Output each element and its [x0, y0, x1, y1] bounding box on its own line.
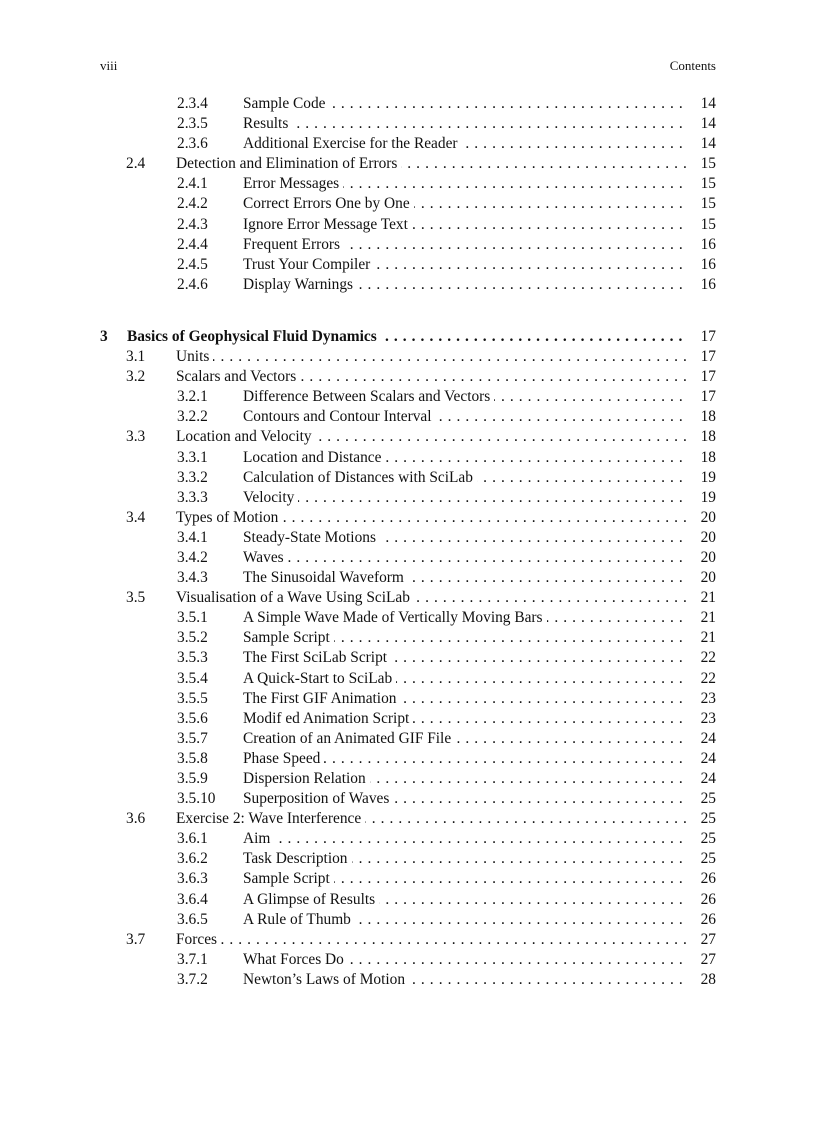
toc-entry-title: Frequent Errors	[243, 236, 344, 253]
toc-subsection-entry[interactable]	[0, 235, 816, 255]
toc-entry-title-leader	[243, 970, 686, 990]
toc-subsection-entry[interactable]	[0, 528, 816, 548]
toc-entry-page: 25	[700, 810, 716, 828]
toc-entry-title-leader	[243, 255, 686, 275]
toc-entry-page: 22	[700, 649, 716, 667]
toc-section-entry[interactable]	[0, 930, 816, 950]
toc-entry-title: The First GIF Animation	[243, 690, 400, 707]
toc-entry-title: Types of Motion	[176, 509, 282, 526]
toc-entry-title: Difference Between Scalars and Vectors	[243, 388, 494, 405]
toc-entry-title-leader	[243, 94, 686, 114]
toc-entry-title: Basics of Geophysical Fluid Dynamics	[127, 328, 381, 345]
toc-entry-page: 17	[700, 388, 716, 406]
toc-entry-number: 3.6.1	[177, 830, 208, 848]
toc-entry-title-leader	[243, 387, 686, 407]
toc-entry-number: 3.5.6	[177, 709, 208, 727]
toc-section-entry[interactable]	[0, 588, 816, 608]
toc-entry-number: 3.2	[126, 368, 146, 386]
toc-subsection-entry[interactable]	[0, 970, 816, 990]
toc-entry-title-leader	[243, 114, 686, 134]
toc-subsection-entry[interactable]	[0, 869, 816, 889]
toc-entry-page: 20	[700, 508, 716, 526]
toc-entry-title-leader	[243, 488, 686, 508]
toc-entry-number: 2.4.1	[177, 175, 208, 193]
toc-entry-title: A Rule of Thumb	[243, 911, 355, 928]
toc-entry-number: 3	[100, 327, 108, 345]
toc-entry-page: 26	[700, 910, 716, 928]
toc-entry-title-leader	[176, 347, 686, 367]
toc-entry-title: Newton’s Laws of Motion	[243, 971, 409, 988]
toc-entry-title-leader	[243, 608, 686, 628]
toc-entry-title-leader	[243, 729, 686, 749]
toc-entry-page: 14	[700, 115, 716, 133]
toc-entry-title-leader	[176, 508, 686, 528]
toc-entry-number: 3.6.5	[177, 910, 208, 928]
toc-entry-page: 18	[700, 428, 716, 446]
toc-entry-title: A Quick-Start to SciLab	[243, 670, 396, 687]
toc-entry-title-leader	[243, 628, 686, 648]
toc-entry-number: 3.1	[126, 348, 146, 366]
toc-entry-title: Location and Velocity	[176, 428, 316, 445]
toc-subsection-entry[interactable]	[0, 114, 816, 134]
toc-entry-page: 24	[700, 749, 716, 767]
toc-entry-page: 23	[700, 709, 716, 727]
toc-entry-page: 26	[700, 890, 716, 908]
toc-entry-title-leader	[243, 407, 686, 427]
toc-entry-page: 15	[700, 155, 716, 173]
toc-entry-page: 17	[700, 368, 716, 386]
toc-entry-page: 21	[700, 589, 716, 607]
toc-entry-page: 26	[700, 870, 716, 888]
toc-entry-page: 14	[700, 95, 716, 112]
toc-entry-number: 3.3	[126, 428, 146, 446]
toc-entry-page: 24	[700, 770, 716, 787]
toc-entry-number: 3.2.1	[177, 388, 208, 406]
toc-entry-page: 22	[700, 669, 716, 687]
toc-entry-title-leader	[243, 709, 686, 729]
toc-entry-title: Creation of an Animated GIF File	[243, 730, 455, 747]
toc-entry-title: Detection and Elimination of Errors	[176, 155, 401, 172]
toc-entry-number: 3.7.1	[177, 950, 208, 968]
toc-entry-title-leader	[243, 235, 686, 255]
toc-entry-page: 27	[700, 950, 716, 968]
toc-subsection-entry[interactable]	[0, 890, 816, 910]
toc-entry-title: Additional Exercise for the Reader	[243, 135, 462, 152]
toc-entry-page: 20	[700, 528, 716, 546]
toc-entry-page: 18	[700, 448, 716, 466]
toc-entry-title-leader	[243, 448, 686, 468]
toc-entry-number: 3.5.3	[177, 649, 208, 667]
toc-subsection-entry[interactable]	[0, 689, 816, 709]
toc-entry-title: Superposition of Waves	[243, 790, 393, 807]
toc-subsection-entry[interactable]	[0, 709, 816, 729]
toc-section-entry[interactable]	[0, 809, 816, 829]
toc-subsection-entry[interactable]	[0, 829, 816, 849]
toc-entry-page: 24	[700, 729, 716, 747]
toc-entry-title-leader	[243, 910, 686, 930]
toc-entry-title: A Simple Wave Made of Vertically Moving Bars	[243, 609, 547, 626]
toc-subsection-entry[interactable]	[0, 387, 816, 407]
toc-entry-title-leader	[243, 849, 686, 869]
toc-entry-page: 16	[700, 235, 716, 253]
toc-entry-page: 15	[700, 215, 716, 233]
toc-subsection-entry[interactable]	[0, 769, 816, 789]
toc-entry-title: Trust Your Compiler	[243, 256, 374, 273]
toc-entry-number: 2.4.3	[177, 215, 208, 233]
toc-entry-number: 3.3.2	[177, 468, 208, 486]
toc-section-entry[interactable]	[0, 508, 816, 528]
toc-entry-title-leader	[243, 648, 686, 668]
toc-entry-title-leader	[243, 468, 686, 488]
toc-subsection-entry[interactable]	[0, 628, 816, 648]
toc-subsection-entry[interactable]	[0, 608, 816, 628]
toc-entry-title: Waves	[243, 549, 288, 566]
toc-entry-title-leader	[243, 829, 686, 849]
toc-entry-title-leader	[243, 769, 686, 789]
toc-subsection-entry[interactable]	[0, 275, 816, 295]
toc-entry-number: 3.5.2	[177, 629, 208, 647]
toc-subsection-entry[interactable]	[0, 669, 816, 689]
toc-entry-title: Ignore Error Message Text	[243, 216, 412, 233]
toc-entry-title: The First SciLab Script	[243, 649, 391, 666]
toc-subsection-entry[interactable]	[0, 648, 816, 668]
toc-entry-number: 3.3.3	[177, 488, 208, 506]
toc-entry-number: 3.6	[126, 810, 146, 828]
toc-entry-number: 2.3.5	[177, 115, 208, 133]
toc-entry-title: Contours and Contour Interval	[243, 408, 436, 425]
toc-entry-title: What Forces Do	[243, 951, 348, 968]
toc-entry-title-leader	[243, 669, 686, 689]
toc-subsection-entry[interactable]	[0, 849, 816, 869]
toc-entry-number: 2.4.5	[177, 255, 208, 273]
toc-entry-page: 25	[700, 830, 716, 848]
toc-subsection-entry[interactable]	[0, 94, 816, 114]
toc-entry-title-leader	[243, 528, 686, 548]
toc-entry-page: 16	[700, 275, 716, 293]
toc-subsection-entry[interactable]	[0, 568, 816, 588]
toc-entry-title: Dispersion Relation	[243, 770, 370, 787]
toc-entry-title: A Glimpse of Results	[243, 891, 379, 908]
toc-entry-title: Location and Distance	[243, 449, 385, 466]
toc-subsection-entry[interactable]	[0, 448, 816, 468]
toc-entry-number: 3.6.4	[177, 890, 208, 908]
toc-entry-title-leader	[176, 154, 686, 174]
toc-entry-title: The Sinusoidal Waveform	[243, 569, 408, 586]
toc-entry-number: 3.5	[126, 589, 146, 607]
toc-entry-number: 3.5.10	[177, 790, 216, 808]
toc-entry-title-leader	[243, 275, 686, 295]
toc-subsection-entry[interactable]	[0, 789, 816, 809]
toc-entry-number: 2.4	[126, 155, 146, 173]
toc-entry-title-leader	[243, 689, 686, 709]
toc-entry-title: Error Messages	[243, 175, 343, 192]
toc-entry-number: 3.5.8	[177, 749, 208, 767]
toc-entry-title-leader	[176, 930, 686, 950]
toc-entry-page: 19	[700, 468, 716, 486]
toc-subsection-entry[interactable]	[0, 749, 816, 769]
toc-entry-title-leader	[243, 789, 686, 809]
toc-entry-number: 3.4.2	[177, 548, 208, 566]
toc-section-entry[interactable]	[0, 427, 816, 447]
toc-section-entry[interactable]	[0, 347, 816, 367]
toc-entry-title-leader	[243, 215, 686, 235]
toc-entry-number: 3.5.4	[177, 669, 208, 687]
toc-subsection-entry[interactable]	[0, 468, 816, 488]
toc-entry-title-leader	[243, 869, 686, 889]
toc-entry-title: Calculation of Distances with SciLab	[243, 469, 477, 486]
toc-entry-number: 3.6.2	[177, 850, 208, 868]
toc-entry-page: 25	[700, 790, 716, 808]
toc-entry-title: Correct Errors One by One	[243, 195, 414, 212]
toc-entry-page: 20	[700, 569, 716, 587]
running-head	[100, 57, 716, 75]
toc-entry-page: 15	[700, 175, 716, 193]
toc-entry-title: Results	[243, 115, 292, 132]
toc-entry-page: 20	[700, 548, 716, 566]
toc-subsection-entry[interactable]	[0, 215, 816, 235]
toc-entry-title-leader	[243, 950, 686, 970]
toc-entry-page: 27	[700, 930, 716, 948]
toc-entry-title: Steady-State Motions	[243, 529, 380, 546]
toc-entry-number: 2.3.6	[177, 135, 208, 153]
toc-entry-title: Task Description	[243, 850, 352, 867]
toc-entry-title-leader	[176, 367, 686, 387]
toc-entry-page: 25	[700, 850, 716, 868]
toc-entry-number: 3.5.1	[177, 609, 208, 627]
toc-entry-title: Aim	[243, 830, 274, 847]
toc-entry-number: 2.4.4	[177, 235, 208, 253]
toc-entry-page: 23	[700, 689, 716, 707]
toc-entry-title-leader	[243, 174, 686, 194]
page-folio: viii	[100, 58, 118, 73]
toc-entry-page: 17	[700, 348, 716, 366]
toc-section-entry[interactable]	[0, 367, 816, 387]
toc-subsection-entry[interactable]	[0, 407, 816, 427]
toc-section-entry[interactable]	[0, 154, 816, 174]
toc-subsection-entry[interactable]	[0, 174, 816, 194]
toc-subsection-entry[interactable]	[0, 910, 816, 930]
toc-subsection-entry[interactable]	[0, 194, 816, 214]
toc-entry-number: 3.7	[126, 930, 146, 948]
toc-entry-title-leader	[243, 890, 686, 910]
toc-entry-number: 3.4.3	[177, 569, 208, 587]
toc-entry-title-leader	[176, 427, 686, 447]
toc-entry-number: 3.2.2	[177, 408, 208, 426]
toc-chapter-entry[interactable]	[0, 327, 816, 347]
table-of-contents	[0, 94, 816, 990]
toc-entry-title: Sample Script	[243, 870, 334, 887]
toc-entry-number: 3.6.3	[177, 870, 208, 888]
toc-entry-title-leader	[176, 809, 686, 829]
toc-entry-title: Display Warnings	[243, 276, 357, 293]
toc-entry-page: 17	[700, 327, 716, 345]
toc-entry-title: Units	[176, 348, 213, 365]
toc-entry-number: 3.5.9	[177, 770, 208, 787]
toc-entry-number: 3.4.1	[177, 528, 208, 546]
toc-subsection-entry[interactable]	[0, 729, 816, 749]
toc-entry-number: 2.4.2	[177, 195, 208, 213]
toc-entry-title-leader	[176, 588, 686, 608]
toc-entry-title-leader	[243, 548, 686, 568]
running-section-title: Contents	[669, 58, 716, 73]
toc-entry-title-leader	[243, 194, 686, 214]
toc-entry-title: Sample Script	[243, 629, 334, 646]
toc-entry-title: Modif ed Animation Script	[243, 710, 413, 727]
toc-entry-page: 19	[700, 488, 716, 506]
toc-entry-page: 21	[700, 629, 716, 647]
toc-entry-title-leader	[243, 749, 686, 769]
toc-subsection-entry[interactable]	[0, 488, 816, 508]
chapter-gap	[0, 295, 816, 327]
toc-entry-title-leader	[243, 134, 686, 154]
toc-entry-title: Phase Speed	[243, 750, 324, 767]
toc-entry-title: Velocity	[243, 489, 298, 506]
toc-entry-number: 3.4	[126, 508, 146, 526]
toc-entry-title-leader	[243, 568, 686, 588]
toc-entry-number: 3.5.7	[177, 729, 208, 747]
toc-entry-number: 3.7.2	[177, 970, 208, 988]
toc-entry-title-leader	[127, 327, 686, 347]
toc-entry-number: 3.5.5	[177, 689, 208, 707]
toc-entry-number: 2.4.6	[177, 275, 208, 293]
toc-entry-page: 16	[700, 255, 716, 273]
toc-subsection-entry[interactable]	[0, 255, 816, 275]
toc-entry-title: Visualisation of a Wave Using SciLab	[176, 589, 414, 606]
toc-entry-page: 28	[700, 970, 716, 988]
toc-entry-page: 15	[700, 195, 716, 213]
toc-entry-page: 14	[700, 135, 716, 153]
toc-entry-title: Exercise 2: Wave Interference	[176, 810, 365, 827]
toc-subsection-entry[interactable]	[0, 548, 816, 568]
toc-entry-number: 2.3.4	[177, 95, 208, 112]
toc-entry-page: 18	[700, 408, 716, 426]
toc-entry-number: 3.3.1	[177, 448, 208, 466]
toc-entry-page: 21	[700, 609, 716, 627]
toc-entry-title: Sample Code	[243, 95, 330, 112]
toc-entry-title: Scalars and Vectors	[176, 368, 300, 385]
toc-entry-title: Forces	[176, 931, 221, 948]
toc-subsection-entry[interactable]	[0, 134, 816, 154]
toc-subsection-entry[interactable]	[0, 950, 816, 970]
